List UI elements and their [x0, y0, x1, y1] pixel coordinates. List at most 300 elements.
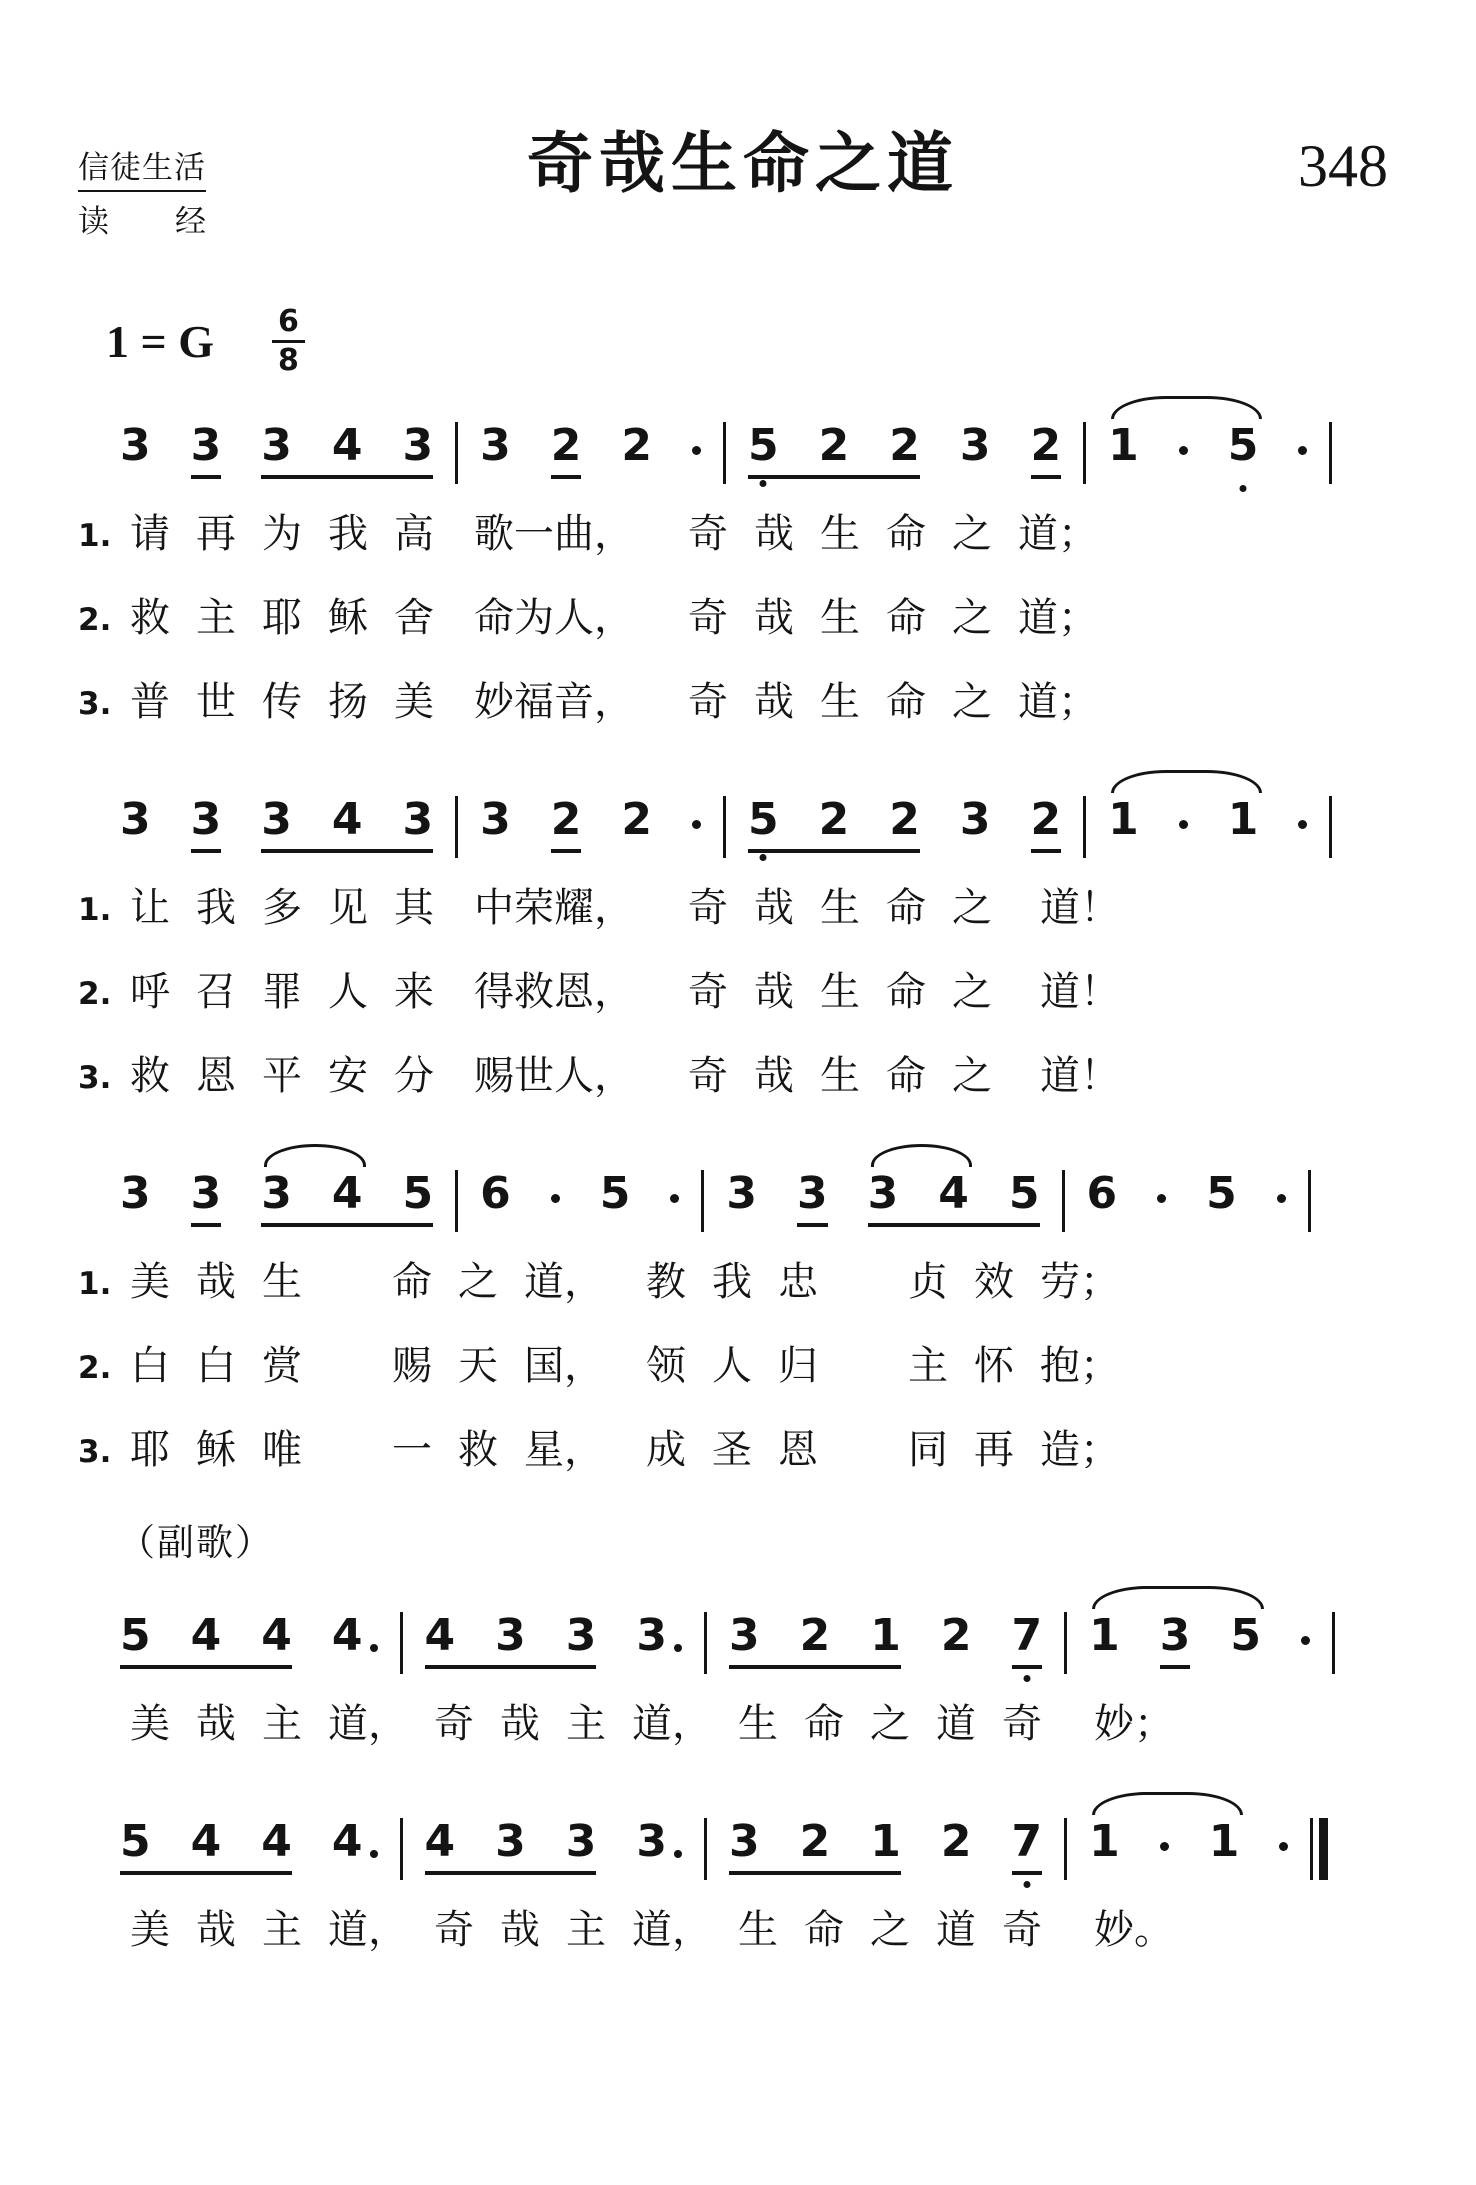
lyric-token: 之	[870, 1907, 910, 1952]
beam-group	[261, 420, 434, 479]
note-number: 3	[729, 1816, 760, 1867]
lyric-token: 歌一曲，	[474, 511, 634, 556]
lyric-token: 之	[952, 885, 992, 930]
lyric-line	[78, 1428, 1388, 1472]
note-number: 5	[402, 1168, 434, 1219]
lyric-token: 高	[394, 511, 434, 556]
measure	[120, 420, 434, 479]
lyric-token: 美	[130, 1259, 170, 1304]
barline	[1062, 1170, 1065, 1232]
lyric-token: 道！	[1040, 969, 1120, 1014]
note-number: 4	[261, 1816, 292, 1867]
note	[1030, 794, 1062, 853]
augmentation-dot	[1179, 820, 1188, 829]
category-line-bottom	[78, 196, 206, 241]
final-barline-thick	[1319, 1818, 1328, 1880]
lyric-line	[78, 970, 1388, 1014]
lyric-token: 主	[908, 1343, 948, 1388]
measure	[120, 794, 434, 853]
lyric-token: 恩	[196, 1053, 236, 1098]
note	[1008, 1168, 1040, 1219]
barline	[400, 1612, 403, 1674]
lyric-line	[78, 512, 1388, 556]
lyric-token: 稣	[196, 1427, 236, 1472]
measure	[1089, 1610, 1310, 1669]
note	[599, 1168, 631, 1227]
lyric-token: 生	[820, 885, 860, 930]
note	[402, 420, 434, 471]
barline	[723, 422, 726, 484]
verse-number: 1.	[78, 517, 112, 554]
note	[495, 1816, 526, 1867]
lyric-token: 国，	[524, 1343, 604, 1388]
beam-group	[748, 420, 920, 479]
lyric-token: 道，	[632, 1701, 712, 1746]
beam-group	[120, 1610, 292, 1669]
lyric-token: 我	[712, 1259, 752, 1304]
note-number: 1	[1089, 1610, 1120, 1661]
barline	[455, 1170, 458, 1232]
note-number: 4	[190, 1610, 222, 1661]
note-number: 2	[940, 1610, 972, 1661]
lyric-token: 生	[820, 595, 860, 640]
barline	[455, 422, 458, 484]
low-octave-dot	[760, 854, 767, 861]
barline	[701, 1170, 704, 1232]
category-char-right: 经	[175, 204, 206, 239]
verse-group-3	[78, 1260, 1388, 1472]
lyric-line	[78, 680, 1388, 724]
measure	[480, 794, 701, 853]
lyric-token: 道；	[1018, 679, 1098, 724]
beam-group	[424, 1816, 597, 1875]
lyric-token: 奇	[1002, 1701, 1042, 1746]
note-number: 5	[748, 794, 779, 845]
lyric-token: 呼	[130, 969, 170, 1014]
verse-number: 2.	[78, 601, 112, 638]
note	[1227, 794, 1259, 853]
lyric-token: 罪	[262, 969, 302, 1014]
note	[480, 420, 511, 479]
lyric-token: 奇	[688, 679, 728, 724]
augmentation-dot	[1301, 1636, 1310, 1645]
lyric-token: 怀	[974, 1343, 1014, 1388]
beam-group	[729, 1816, 901, 1875]
note-number: 4	[331, 1610, 363, 1661]
note	[190, 420, 222, 479]
note	[797, 1168, 828, 1227]
lyric-token: 舍	[394, 595, 434, 640]
note-number: 4	[261, 1610, 292, 1661]
lyric-token: 命	[392, 1259, 432, 1304]
lyric-token: 多	[262, 885, 302, 930]
note	[424, 1816, 456, 1867]
lyric-token: 效	[974, 1259, 1014, 1304]
note	[729, 1816, 760, 1867]
note	[331, 1610, 378, 1669]
note	[424, 1610, 456, 1661]
lyric-token: 救	[130, 1053, 170, 1098]
note-number: 2	[818, 420, 850, 471]
lyric-token: 之	[458, 1259, 498, 1304]
lyric-token: 平	[262, 1053, 302, 1098]
note-number: 3	[867, 1168, 899, 1219]
note	[1230, 1610, 1261, 1669]
barline	[1083, 422, 1086, 484]
note	[120, 1168, 151, 1227]
lyric-token: 人	[328, 969, 368, 1014]
note	[190, 1816, 222, 1867]
lyric-token: 奇	[688, 595, 728, 640]
note-number: 4	[424, 1610, 456, 1661]
note	[726, 1168, 757, 1227]
note-number: 4	[424, 1816, 456, 1867]
measure	[424, 1816, 683, 1875]
note-number: 3	[261, 794, 292, 845]
augmentation-dot	[551, 1194, 560, 1203]
beam-group	[867, 1168, 1040, 1227]
lyric-token: 传	[262, 679, 302, 724]
key-signature: 1 = G	[106, 316, 214, 367]
note-number: 2	[940, 1816, 972, 1867]
note	[799, 1816, 831, 1867]
note	[1086, 1168, 1118, 1227]
note-number: 3	[190, 420, 222, 471]
note	[818, 794, 850, 845]
lyric-token: 道；	[1018, 595, 1098, 640]
lyric-token: 奇	[688, 511, 728, 556]
beam-group	[261, 1168, 434, 1227]
note	[938, 1168, 969, 1219]
lyric-token: 召	[196, 969, 236, 1014]
note-number: 2	[621, 420, 652, 471]
measure	[1108, 794, 1307, 853]
lyric-token: 命	[886, 679, 926, 724]
measure	[120, 1816, 378, 1875]
lyric-token: 领	[646, 1343, 686, 1388]
lyric-token: 命	[886, 511, 926, 556]
lyric-token: 哉	[196, 1701, 236, 1746]
augmentation-dot	[1279, 1842, 1288, 1851]
note	[940, 1610, 972, 1669]
note	[261, 1610, 292, 1661]
note	[889, 420, 920, 471]
note	[1089, 1610, 1120, 1669]
music-system-4	[120, 1580, 1388, 1674]
lyric-token: 道，	[328, 1907, 408, 1952]
lyric-token: 人	[712, 1343, 752, 1388]
barline	[1064, 1818, 1067, 1880]
lyric-token: 请	[130, 511, 170, 556]
note	[480, 794, 511, 853]
note-number: 5	[599, 1168, 631, 1219]
note	[261, 794, 292, 845]
verse-number: 3.	[78, 1059, 112, 1096]
note-number: 4	[331, 1816, 363, 1867]
note	[120, 794, 151, 853]
lyric-token: 之	[952, 969, 992, 1014]
lyric-token: 美	[394, 679, 434, 724]
note	[261, 1816, 292, 1867]
low-octave-dot	[1240, 485, 1247, 492]
note-number: 3	[190, 794, 222, 845]
lyric-token: 奇	[1002, 1907, 1042, 1952]
augmentation-dot	[1277, 1194, 1286, 1203]
note-number: 3	[729, 1610, 760, 1661]
slur-arc	[264, 1144, 366, 1167]
lyric-token: 哉	[754, 511, 794, 556]
lyric-token: 普	[130, 679, 170, 724]
lyric-token: 中荣耀，	[474, 885, 634, 930]
note-number: 3	[402, 420, 434, 471]
note-number: 5	[1230, 1610, 1261, 1661]
low-octave-dot	[1023, 1881, 1030, 1888]
beam-group	[729, 1610, 901, 1669]
lyric-token: 成	[646, 1427, 686, 1472]
lyric-token: 奇	[434, 1701, 474, 1746]
lyric-token: 其	[394, 885, 434, 930]
lyric-token: 救	[130, 595, 170, 640]
lyric-token: 为	[262, 511, 302, 556]
measure	[1086, 1168, 1286, 1227]
augmentation-dot	[1298, 446, 1307, 455]
lyric-token: 归	[778, 1343, 818, 1388]
lyric-token: 道，	[632, 1907, 712, 1952]
lyric-token: 贞	[908, 1259, 948, 1304]
verse-group-1	[78, 512, 1388, 724]
note	[1011, 1816, 1043, 1875]
lyric-token: 妙。	[1094, 1907, 1174, 1952]
lyric-line	[130, 1702, 1388, 1746]
note-number: 4	[331, 794, 363, 845]
note	[799, 1610, 831, 1661]
lyric-token: 妙福音，	[474, 679, 634, 724]
lyric-token: 生	[738, 1701, 778, 1746]
lyric-token: 造；	[1040, 1427, 1120, 1472]
verse-group-2	[78, 886, 1388, 1098]
note	[1030, 420, 1062, 479]
lyric-token: 赏	[262, 1343, 302, 1388]
note-number: 2	[799, 1610, 831, 1661]
note-number: 3	[120, 420, 151, 471]
lyric-token: 天	[458, 1343, 498, 1388]
lyric-token: 救	[458, 1427, 498, 1472]
lyric-line	[78, 596, 1388, 640]
measure	[120, 1610, 378, 1669]
attached-dot	[370, 1850, 378, 1858]
verse-number: 2.	[78, 975, 112, 1012]
barline	[704, 1612, 707, 1674]
lyric-line	[78, 1344, 1388, 1388]
lyric-token: 道；	[1018, 511, 1098, 556]
verse-number: 1.	[78, 891, 112, 928]
note	[870, 1610, 901, 1661]
lyric-token: 生	[262, 1259, 302, 1304]
lyric-token: 哉	[754, 679, 794, 724]
lyric-token: 命	[886, 595, 926, 640]
beam-group	[261, 794, 434, 853]
note	[1159, 1610, 1191, 1669]
augmentation-dot	[1160, 1842, 1169, 1851]
note-number: 2	[1030, 420, 1062, 471]
lyric-token: 道	[936, 1701, 976, 1746]
note	[1108, 794, 1139, 853]
note-number: 3	[495, 1610, 526, 1661]
note-number: 2	[550, 420, 582, 471]
lyric-token: 来	[394, 969, 434, 1014]
lyric-token: 道，	[328, 1701, 408, 1746]
lyric-token: 扬	[328, 679, 368, 724]
lyric-line	[78, 1054, 1388, 1098]
note	[729, 1610, 760, 1661]
lyric-token: 道！	[1040, 1053, 1120, 1098]
augmentation-dot	[1157, 1194, 1166, 1203]
lyric-token: 命	[804, 1701, 844, 1746]
attached-dot	[674, 1850, 682, 1858]
note-number: 1	[1208, 1816, 1240, 1867]
barline	[1332, 1612, 1335, 1674]
note-number: 3	[959, 420, 991, 471]
lyric-token: 妙；	[1094, 1701, 1174, 1746]
note-number: 3	[636, 1816, 667, 1867]
lyric-token: 我	[196, 885, 236, 930]
note	[120, 420, 151, 479]
note	[889, 794, 920, 845]
lyric-token: 道，	[524, 1259, 604, 1304]
note-number: 3	[480, 794, 511, 845]
note	[1108, 420, 1139, 479]
measure	[748, 794, 1062, 853]
category-line-top: 信徒生活	[78, 142, 206, 192]
note	[621, 794, 652, 853]
note-number: 7	[1011, 1816, 1043, 1867]
note-number: 5	[1227, 420, 1259, 471]
lyric-token: 主	[566, 1907, 606, 1952]
measure	[1089, 1816, 1288, 1875]
lyric-token: 得救恩，	[474, 969, 634, 1014]
final-barline-thin	[1310, 1818, 1313, 1880]
note-number: 2	[818, 794, 850, 845]
music-system-5	[120, 1786, 1388, 1880]
note-number: 3	[120, 1168, 151, 1219]
note	[1227, 420, 1259, 479]
note	[940, 1816, 972, 1875]
key-time-row	[106, 304, 1388, 378]
barline	[400, 1818, 403, 1880]
note	[959, 794, 991, 853]
note-number: 3	[261, 420, 292, 471]
lyric-token: 白	[130, 1343, 170, 1388]
note-number: 3	[726, 1168, 757, 1219]
slur-arc	[1092, 1586, 1264, 1609]
lyric-token: 圣	[712, 1427, 752, 1472]
measure	[480, 420, 701, 479]
barline	[1308, 1170, 1311, 1232]
barline	[1329, 796, 1332, 858]
time-numerator: 6	[272, 307, 305, 343]
lyric-token: 哉	[196, 1259, 236, 1304]
lyric-token: 耶	[262, 595, 302, 640]
note-number: 2	[889, 420, 920, 471]
note	[565, 1610, 597, 1661]
barline	[1083, 796, 1086, 858]
note-number: 5	[1206, 1168, 1237, 1219]
lyric-token: 恩	[778, 1427, 818, 1472]
lyric-token: 命	[886, 969, 926, 1014]
note-number: 2	[550, 794, 582, 845]
note	[818, 420, 850, 471]
note-number: 4	[331, 1168, 363, 1219]
verse-number: 3.	[78, 1433, 112, 1470]
note-number: 1	[1227, 794, 1259, 845]
note	[621, 420, 652, 479]
lyric-token: 我	[328, 511, 368, 556]
lyric-token: 道！	[1040, 885, 1120, 930]
augmentation-dot	[1298, 820, 1307, 829]
note	[550, 420, 582, 479]
lyric-token: 道	[936, 1907, 976, 1952]
note	[402, 1168, 434, 1219]
lyric-token: 再	[196, 511, 236, 556]
note	[331, 420, 363, 471]
category-block	[78, 142, 268, 241]
lyric-token: 哉	[500, 1907, 540, 1952]
augmentation-dot	[692, 446, 701, 455]
music-system-2	[120, 764, 1388, 858]
measure	[726, 1168, 1040, 1227]
note-number: 6	[1086, 1168, 1118, 1219]
note	[636, 1610, 682, 1669]
chorus-label: （副歌）	[118, 1523, 274, 1564]
note-number: 1	[1089, 1816, 1120, 1867]
lyric-token: 分	[394, 1053, 434, 1098]
lyric-token: 同	[908, 1427, 948, 1472]
hymn-title: 奇哉生命之道	[527, 125, 959, 202]
slur-arc	[1111, 770, 1262, 793]
note	[636, 1816, 682, 1875]
lyric-token: 赐	[392, 1343, 432, 1388]
lyric-token: 生	[820, 511, 860, 556]
lyric-token: 稣	[328, 595, 368, 640]
note-number: 3	[261, 1168, 292, 1219]
note-number: 4	[190, 1816, 222, 1867]
lyric-token: 一	[392, 1427, 432, 1472]
measure	[480, 1168, 679, 1227]
lyric-token: 哉	[754, 1053, 794, 1098]
time-denominator: 8	[278, 343, 299, 378]
low-octave-dot	[760, 480, 767, 487]
augmentation-dot	[1179, 446, 1188, 455]
augmentation-dot	[670, 1194, 679, 1203]
lyric-token: 哉	[196, 1907, 236, 1952]
note	[550, 794, 582, 853]
note-number: 3	[797, 1168, 828, 1219]
lyric-token: 哉	[754, 969, 794, 1014]
barline	[704, 1818, 707, 1880]
music-system-3	[120, 1138, 1388, 1232]
note-number: 5	[748, 420, 779, 471]
time-signature	[272, 304, 305, 378]
lyric-token: 主	[262, 1907, 302, 1952]
lyric-token: 赐世人，	[474, 1053, 634, 1098]
slur-arc	[1111, 396, 1262, 419]
note	[261, 1168, 292, 1219]
note	[748, 420, 779, 471]
barline	[1329, 422, 1332, 484]
lyric-token: 生	[738, 1907, 778, 1952]
lyric-token: 奇	[688, 1053, 728, 1098]
note-number: 3	[636, 1610, 667, 1661]
